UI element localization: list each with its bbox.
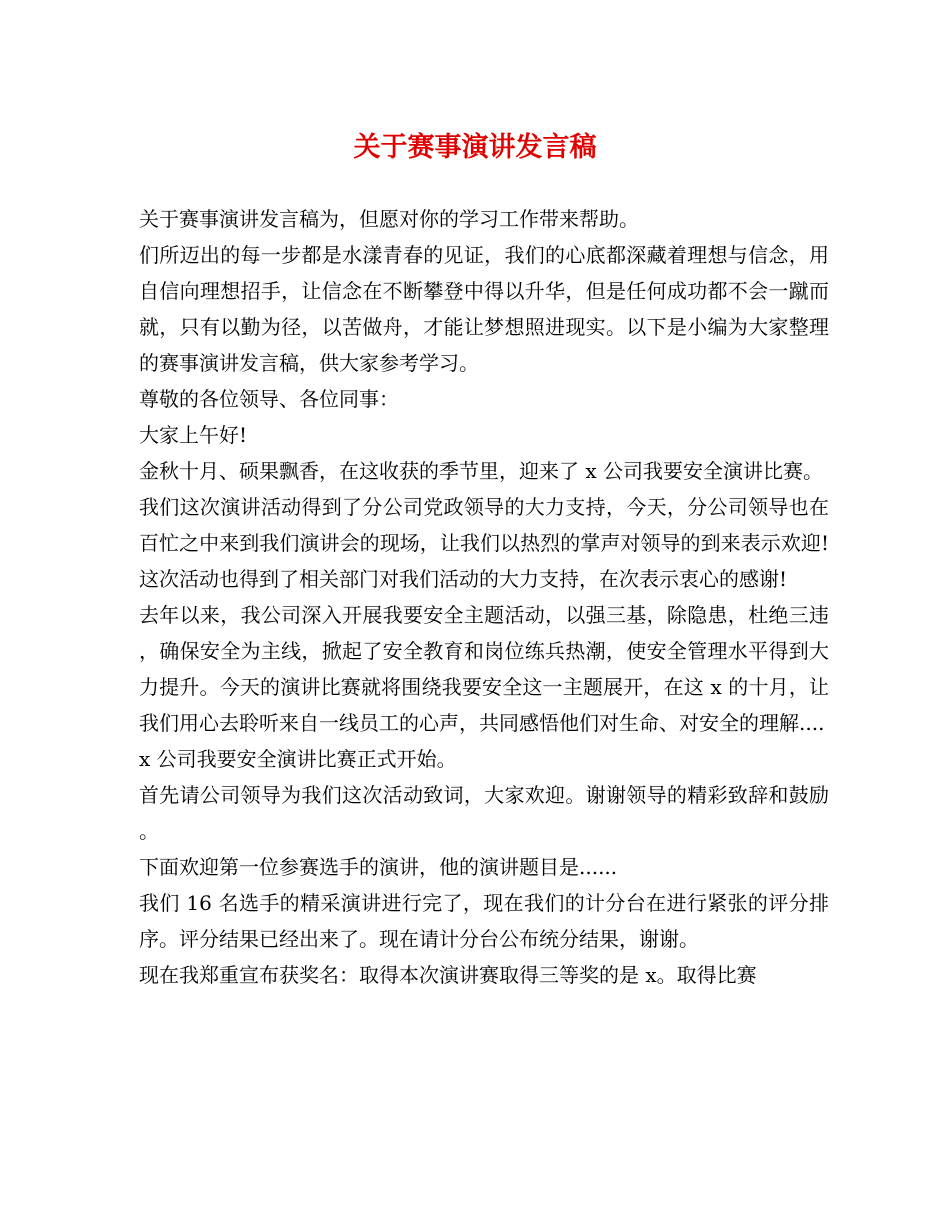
paragraph-start: x 公司我要安全演讲比赛正式开始。	[139, 747, 457, 771]
paragraph-first-contestant: 下面欢迎第一位参赛选手的演讲，他的演讲题目是......	[139, 855, 618, 879]
paragraph-scoring: 我们 16 名选手的精采演讲进行完了，现在我们的计分台在进行紧张的评分排序。评分结果已经出来了。现在请计分台公布统分结果，谢谢。	[139, 891, 829, 951]
paragraph-greeting: 大家上午好!	[139, 423, 248, 447]
paragraph-awards: 现在我郑重宣布获奖名：取得本次演讲赛取得三等奖的是 x。取得比赛	[139, 963, 757, 987]
document-title: 关于赛事演讲发言稿	[353, 132, 597, 163]
paragraph-leader-speech: 首先请公司领导为我们这次活动致词，大家欢迎。谢谢领导的精彩致辞和鼓励。	[139, 783, 829, 843]
paragraph-thanks: 我们这次演讲活动得到了分公司党政领导的大力支持，今天，分公司领导也在百忙之中来到我们演讲会的现场，让我们以热烈的掌声对领导的到来表示欢迎!这次活动也得到了相关部门对我们活动的大力支持，在次表示衷心的感谢!	[139, 495, 829, 591]
paragraph-opening: 金秋十月、硕果飘香，在这收获的季节里，迎来了 x 公司我要安全演讲比赛。	[139, 459, 823, 483]
paragraph-background: 去年以来，我公司深入开展我要安全主题活动，以强三基，除隐患，杜绝三违，确保安全为主线，掀起了安全教育和岗位练兵热潮，使安全管理水平得到大力提升。今天的演讲比赛就将围绕我要安全这一主题展开，在这 x 的十月，让我们用心去聆听来自一线员工的心声，共同感悟他们对生命、对安全的理解....	[139, 603, 829, 735]
paragraph-salutation: 尊敬的各位领导、各位同事：	[139, 387, 399, 411]
paragraph-preface: 们所迈出的每一步都是水漾青春的见证，我们的心底都深藏着理想与信念，用自信向理想招手，让信念在不断攀登中得以升华，但是任何成功都不会一蹴而就，只有以勤为径，以苦做舟，才能让梦想照进现实。以下是小编为大家整理的赛事演讲发言稿，供大家参考学习。	[139, 243, 829, 375]
document-body	[139, 201, 829, 993]
paragraph-intro: 关于赛事演讲发言稿为，但愿对你的学习工作带来帮助。	[139, 207, 639, 231]
